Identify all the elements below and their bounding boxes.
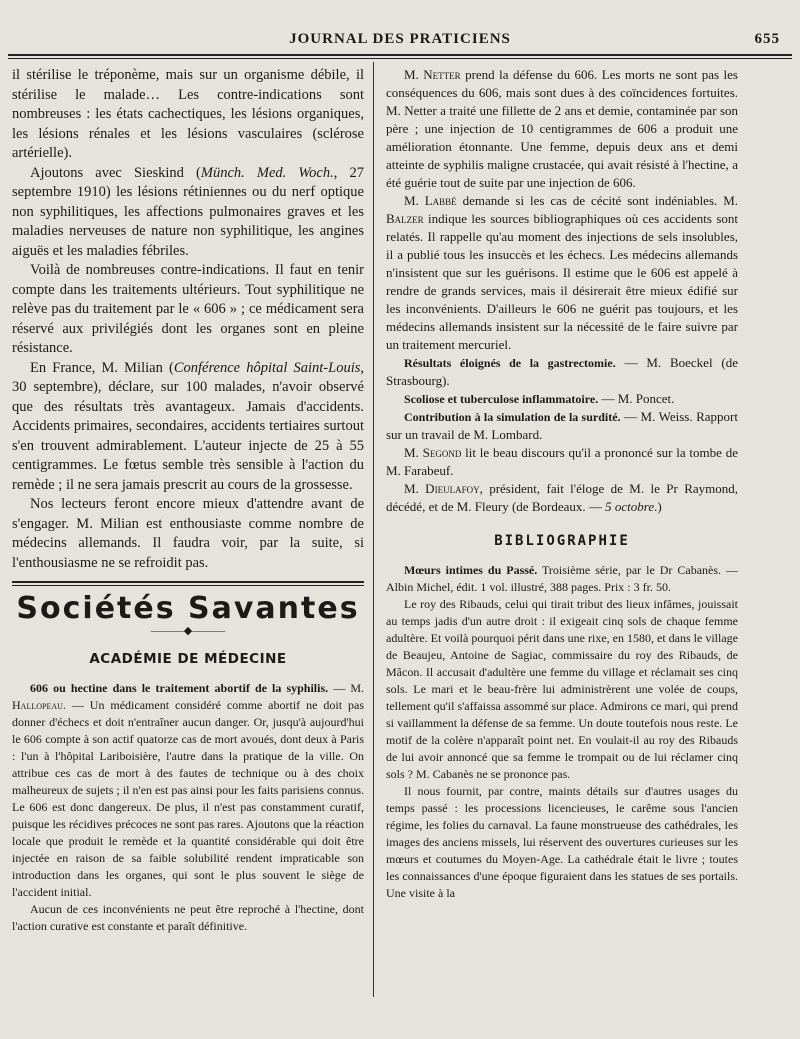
journal-title: JOURNAL DES PRATICIENS — [289, 31, 511, 47]
paragraph: Aucun de ces inconvénients ne peut être reproché à l'hectine, dont l'action curative est constante et paraît définitive. — [12, 902, 364, 933]
section-title: BIBLIOGRAPHIE — [494, 533, 630, 549]
paragraph: M. Dieulafoy, président, fait l'éloge de M. le Pr Raymond, décédé, et de M. Fleury (de Bordeaux. — 5 octobre.) — [386, 481, 738, 514]
left-column — [12, 66, 364, 935]
paragraph: M. Segond lit le beau discours qu'il a prononcé sur la tombe de M. Farabeuf. — [386, 445, 738, 478]
paragraph: Résultats éloignés de la gastrectomie. — M. Boeckel (de Strasbourg). — [386, 355, 738, 388]
paragraph: Il nous fournit, par contre, maints détails sur d'autres usages du temps passé : les processions licencieuses, le carême sous l'ancien régime, les folies du carnaval. La faune monstrueuse des cathédrales, les images des anciens missels, lui réservent des ouvertures curieuses sur les mœurs et coutumes du Moyen-Age. La cathédrale était le livre ; toutes les connaissances d'une époque figuraient dans les statues de ses portails. Une visite à la — [386, 784, 738, 900]
ornament-divider: ———◆——— — [150, 625, 226, 637]
paragraph: M. Labbé demande si les cas de cécité sont indéniables. M. Balzer indique les sources bibliographiques où ces accidents sont relatés. Il rappelle qu'au moment des injections de sels insolubles, il a publié tous les insuccès et les échecs. Les médecins allemands n'insistent que sur les guérisons. Il estime que le 606 est appelé à rendre de grands services, mais il désirerait être mieux édifié sur les inconvénients. D'ailleurs le 606 ne guérit pas toujours, et les médecins allemands insistent sur la nécessité de le faire suivre par un traitement mercuriel. — [386, 193, 738, 352]
page-header — [12, 28, 788, 52]
paragraph: Ajoutons avec Sieskind (Münch. Med. Woch., 27 septembre 1910) les lésions rétiniennes ou du nerf optique non syphilitiques, les affections pulmonaires graves et les maladies nerveuses de nature non syphilitique, les angines aiguës et les maladies fébriles. — [12, 164, 364, 259]
paragraph: il stérilise le tréponème, mais sur un organisme débile, il stérilise le malade… Les contre-indications sont nombreuses : les états cachectiques, les lésions organiques, les lésions rénales et les lésions vasculaires (sclérose artérielle). — [12, 67, 364, 161]
right-column — [386, 66, 738, 902]
header-rule — [8, 54, 792, 59]
paragraph: 606 ou hectine dans le traitement abortif de la syphilis. — M. Hallopeau. — Un médicament considéré comme abortif ne doit pas donner d'échecs et doit n'entraîner aucun danger. Or, jusqu'à aujourd'hui le 606 compte à son actif quatorze cas de mort avoués, dont deux à Paris : l'un à l'hôpital Lariboisière, l'autre dans la pratique de la ville. On attribue ces cas de mort à des fautes de technique ou à des choix malheureux de sujets ; il n'en est pas ainsi pour les faits parisiens connus. Le 606 est donc dangereux. De plus, il n'est pas constamment curatif, puisque les récidives précoces ne sont pas rares. Ajoutons que la réaction locale que produit le remède et la quantité considérable qui doit être injectée en raison de sa faible solubilité rendent impraticable son introduction dans les organes, qui sont le plus souvent le siège de l'accident initial. — [12, 681, 365, 899]
paragraph: En France, M. Milian (Conférence hôpital Saint-Louis, 30 septembre), déclare, sur 100 malades, n'avoir observé que des résultats très avantageux. Jamais d'accidents. Accidents primaires, secondaires, accidents tertiaires surtout s'en trouvent admirablement. L'auteur injecte de 25 à 55 centigrammes. Le fœtus semble très sensible à l'action du remède ; il ne sera jamais prescrit au cours de la grossesse. — [12, 359, 364, 493]
paragraph: Contribution à la simulation de la surdité. — M. Weiss. Rapport sur un travail de M. Lombard. — [386, 409, 738, 442]
subsection-title: ACADÉMIE DE MÉDECINE — [89, 651, 287, 667]
paragraph: Voilà de nombreuses contre-indications. Il faut en tenir compte dans les traitements ultérieurs. Tout syphilitique ne relève pas du traitement par le « 606 » ; ce médicament sera réservé aux privilégiés dont les organes sont en pleine résistance. — [12, 262, 364, 356]
paragraph: M. Netter prend la défense du 606. Les morts ne sont pas les conséquences du 606, mais sont dues à des coïncidences fortuites. M. Netter a traité une fillette de 2 ans et demie, contaminée par son père ; une injection de 10 centigrammes de 606 a produit une amélioration étonnante. Une femme, depuis deux ans et demi atteinte de syphilis maligne crustacée, qui avait résisté à l'hectine, a été guérie tout de suite par une injection de 606. — [386, 67, 738, 190]
section-title: Sociétés Savantes — [16, 591, 360, 626]
section-rule — [12, 581, 364, 586]
paragraph: Le roy des Ribauds, celui qui tirait tribut des lieux infâmes, jouissait au temps jadis d'un autre droit : il exigeait cinq sols de chaque femme adultère. Et voilà pourquoi périt dans une rixe, en 1580, et dans le village de Beaujeu, Antoine de Sagiac, commissaire du roy des Ribauds, de Mâcon. Il accusait d'adultère une femme du village et réclamait ses cinq sols. Le mari et le beau-frère lui administrèrent une volée de coups, tellement qu'il s'affaissa assommé sur place. Admirons ce mari, qui prend si vaillamment la défense de sa femme. Un doute toutefois nous reste. Le motif de la colère n'apparaît point net. En voulait-il au roy des Ribauds de lui avoir annoncé que sa femme le trompait ou de lui réclamer cinq sols ? M. Cabanès ne se prononce pas. — [386, 597, 739, 781]
page-number: 655 — [754, 31, 780, 47]
column-divider — [373, 62, 374, 997]
paragraph: Mœurs intimes du Passé. Troisième série, par le Dr Cabanès. — Albin Michel, édit. 1 vol. illustré, 388 pages. Prix : 3 fr. 50. — [386, 563, 738, 594]
paragraph: Scoliose et tuberculose inflammatoire. — M. Poncet. — [404, 391, 675, 406]
paragraph: Nos lecteurs feront encore mieux d'attendre avant de s'engager. M. Milian est enthousiaste comme nombre de médecins allemands. Il faudra voir, par la suite, si l'enthousiasme ne se refroidit pas. — [12, 496, 364, 571]
